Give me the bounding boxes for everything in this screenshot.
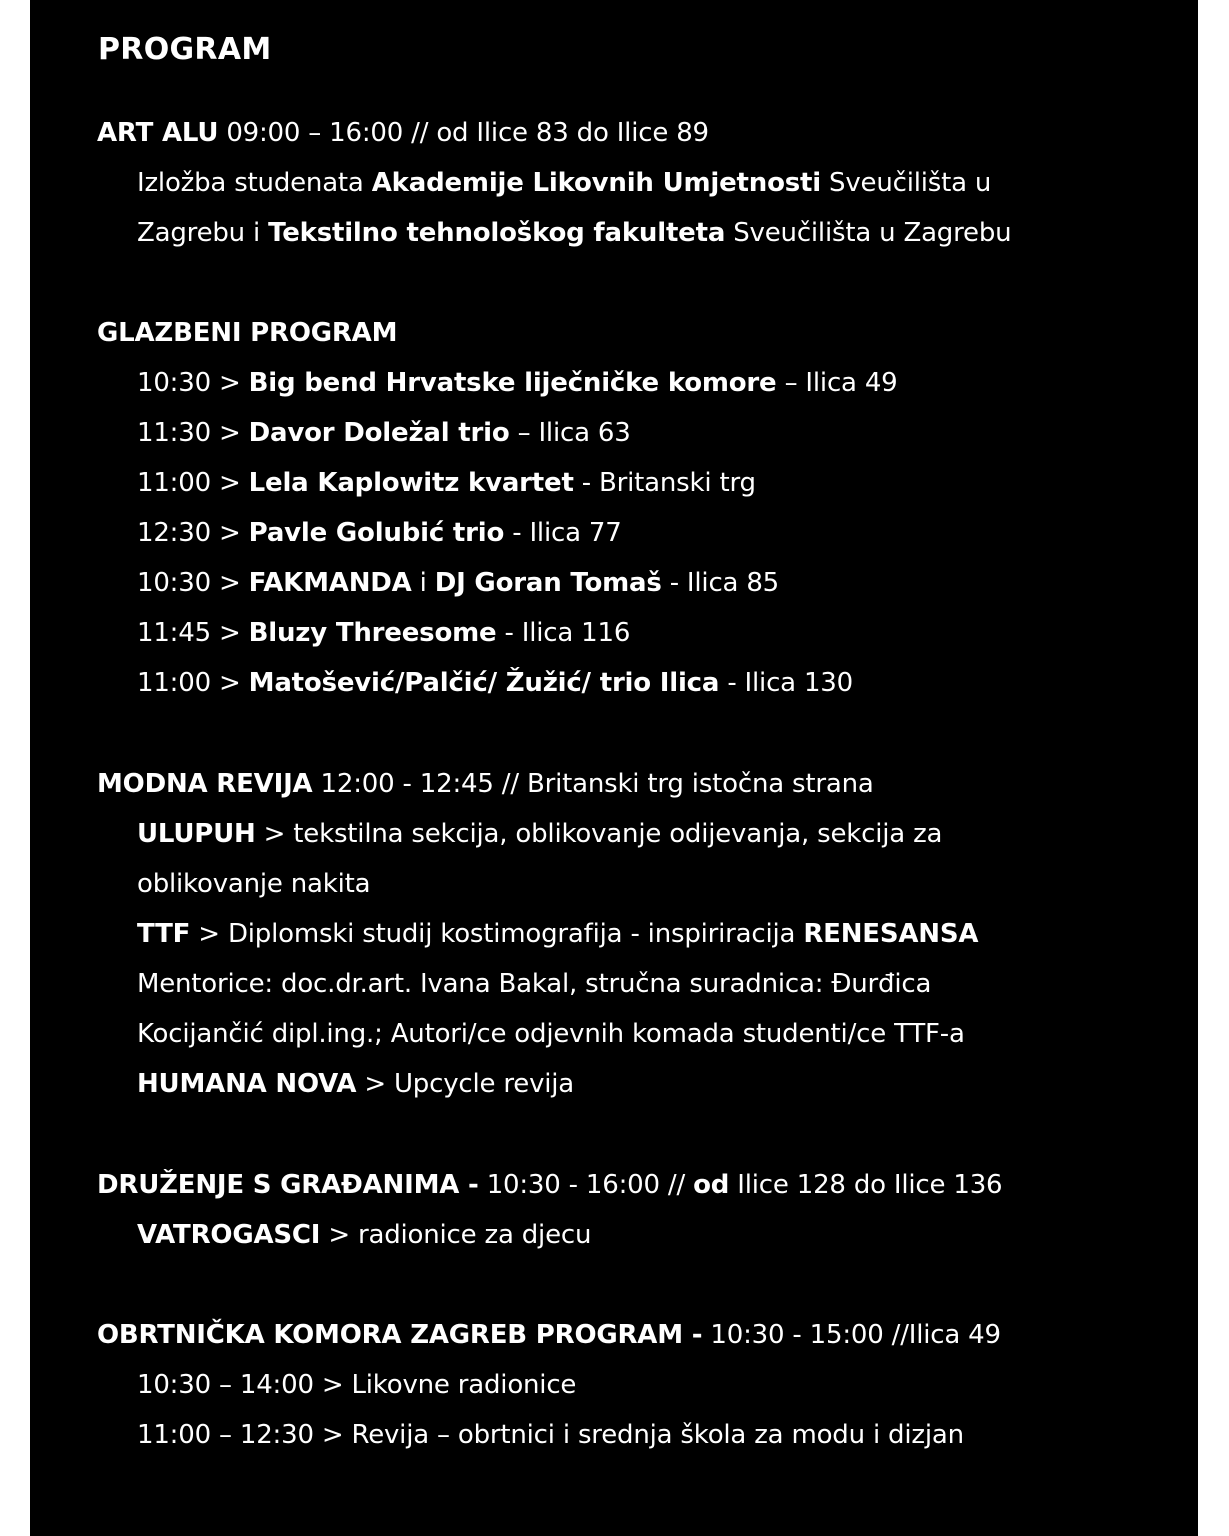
mentor-line-1: Mentorice: doc.dr.art. Ivana Bakal, stručna suradnica: Đurđica [137, 969, 932, 999]
ttf-name: TTF [137, 919, 191, 949]
music-time: 11:00 > [137, 668, 249, 698]
art-alu-description-line-1 [137, 166, 991, 200]
ulupuh-line-cont: oblikovanje nakita [137, 869, 371, 899]
music-time: 11:30 > [137, 418, 249, 448]
music-time: 11:00 > [137, 468, 249, 498]
ulupuh-line [137, 817, 942, 851]
ttf-text: > Diplomski studij kostimografija - inspiriracija [190, 919, 804, 949]
music-place: – Ilica 63 [509, 418, 631, 448]
alu-name: Akademije Likovnih Umjetnosti [371, 168, 821, 198]
music-connector: i [411, 568, 435, 598]
fashion-time-place: 12:00 - 12:45 // Britanski trg istočna strana [312, 769, 874, 799]
art-alu-time-place: 09:00 – 16:00 // od Ilice 83 do Ilice 89 [218, 118, 709, 148]
music-place: - Ilica 77 [504, 518, 622, 548]
craft-chamber-time-place: 10:30 - 15:00 //Ilica 49 [702, 1320, 1001, 1350]
music-performer: Bluzy Threesome [248, 618, 497, 648]
music-time: 11:45 > [137, 618, 249, 648]
music-performer: Matošević/Palčić/ Žužić/ trio Ilica [248, 668, 720, 698]
art-alu-heading: ART ALU [97, 118, 219, 148]
program-poster [30, 0, 1198, 1536]
music-place: - Britanski trg [573, 468, 756, 498]
firefighters-text: > radionice za djecu [320, 1220, 592, 1250]
humana-text: > Upcycle revija [356, 1069, 575, 1099]
music-place: - Ilica 116 [496, 618, 631, 648]
music-time: 10:30 > [137, 368, 249, 398]
ulupuh-text: > tekstilna sekcija, oblikovanje odijevanja, sekcija za [255, 819, 943, 849]
craft-item: 11:00 – 12:30 > Revija – obrtnici i srednja škola za modu i dizjan [137, 1420, 964, 1450]
music-item [137, 666, 853, 700]
gathering-heading-line [97, 1168, 1002, 1202]
craft-chamber-heading: OBRTNIČKA KOMORA ZAGREB PROGRAM - [97, 1320, 703, 1350]
art-text: Zagrebu i [137, 218, 269, 248]
gathering-place: Ilice 128 do Ilice 136 [729, 1170, 1003, 1200]
humana-line [137, 1067, 574, 1101]
fashion-heading: MODNA REVIJA [97, 769, 313, 799]
music-time: 12:30 > [137, 518, 249, 548]
ttf-faculty-name: Tekstilno tehnološkog fakulteta [268, 218, 726, 248]
firefighters-name: VATROGASCI [137, 1220, 321, 1250]
gathering-od: od [693, 1170, 730, 1200]
fashion-heading-line [97, 767, 874, 801]
music-time: 10:30 > [137, 568, 249, 598]
art-alu-heading-line [97, 116, 709, 150]
music-performer: Lela Kaplowitz kvartet [248, 468, 574, 498]
music-place: - Ilica 85 [661, 568, 780, 598]
firefighters-line [137, 1218, 591, 1252]
music-heading: GLAZBENI PROGRAM [97, 318, 398, 348]
art-text: Izložba studenata [137, 168, 372, 198]
ulupuh-name: ULUPUH [137, 819, 256, 849]
music-performer: DJ Goran Tomaš [434, 568, 662, 598]
music-place: - Ilica 130 [719, 668, 853, 698]
music-performer: Big bend Hrvatske liječničke komore [248, 368, 777, 398]
gathering-heading: DRUŽENJE S GRAĐANIMA - [97, 1170, 479, 1200]
music-performer: Pavle Golubić trio [248, 518, 505, 548]
renesansa-label: RENESANSA [803, 919, 979, 949]
art-text: Sveučilišta u Zagrebu [725, 218, 1012, 248]
music-place: – Ilica 49 [776, 368, 898, 398]
music-item [137, 516, 622, 550]
music-item [137, 466, 756, 500]
music-item [137, 616, 630, 650]
craft-item: 10:30 – 14:00 > Likovne radionice [137, 1370, 577, 1400]
music-performer: FAKMANDA [248, 568, 412, 598]
humana-name: HUMANA NOVA [137, 1069, 357, 1099]
ttf-line [137, 917, 978, 951]
art-alu-description-line-2 [137, 216, 1011, 250]
music-item [137, 416, 631, 450]
gathering-time: 10:30 - 16:00 // [478, 1170, 694, 1200]
mentor-line-2: Kocijančić dipl.ing.; Autori/ce odjevnih komada studenti/ce TTF-a [137, 1019, 965, 1049]
music-item [137, 566, 779, 600]
craft-chamber-heading-line [97, 1318, 1001, 1352]
art-text: Sveučilišta u [820, 168, 992, 198]
page-title: PROGRAM [98, 32, 272, 67]
music-performer: Davor Doležal trio [248, 418, 510, 448]
music-item [137, 366, 898, 400]
